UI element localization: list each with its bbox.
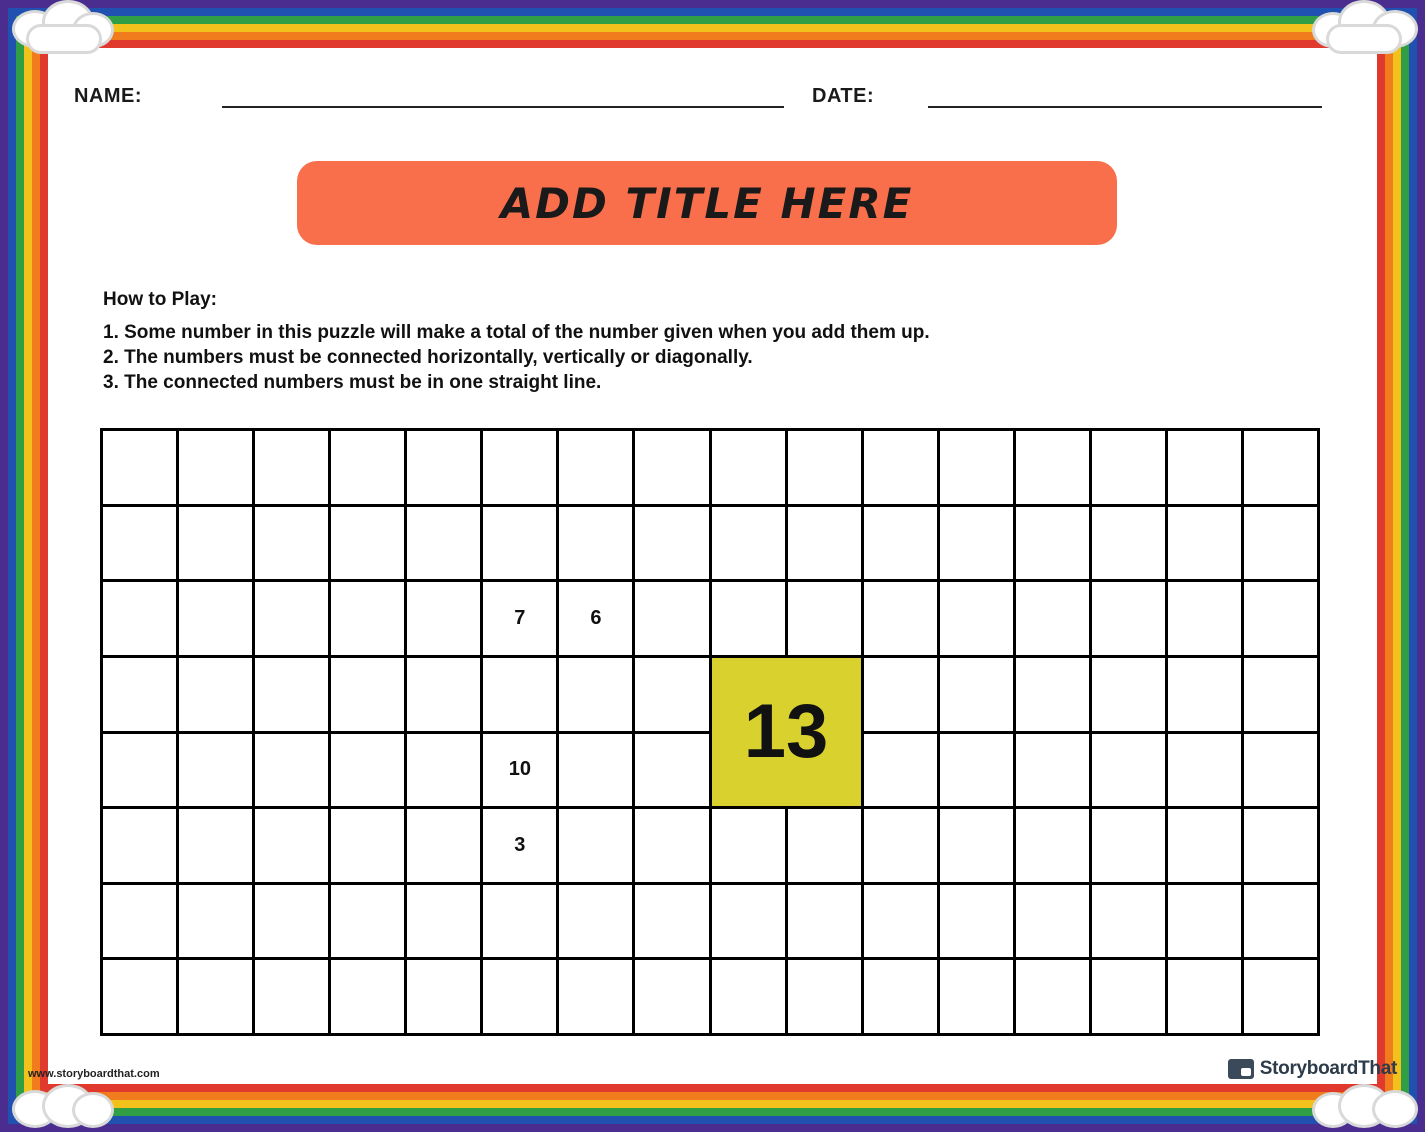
grid-cell-empty[interactable]: [635, 431, 711, 507]
name-field-row: [74, 85, 784, 108]
grid-cell-empty[interactable]: [179, 507, 255, 583]
grid-cell-empty[interactable]: [559, 809, 635, 885]
grid-cell-empty[interactable]: [635, 960, 711, 1036]
grid-cell-empty[interactable]: [940, 960, 1016, 1036]
grid-cell-empty[interactable]: [255, 507, 331, 583]
grid-cell-empty[interactable]: [255, 885, 331, 961]
grid-cell-empty[interactable]: [864, 507, 940, 583]
grid-cell-empty[interactable]: [483, 885, 559, 961]
grid-cell-empty[interactable]: [103, 809, 179, 885]
date-input-line[interactable]: [928, 86, 1322, 108]
grid-cell-empty[interactable]: [1168, 582, 1244, 658]
grid-cell-empty[interactable]: [788, 960, 864, 1036]
grid-cell-empty[interactable]: [103, 507, 179, 583]
grid-cell-empty[interactable]: [635, 582, 711, 658]
grid-cell-empty[interactable]: [331, 658, 407, 734]
grid-cell-empty[interactable]: [1092, 507, 1168, 583]
grid-cell-empty[interactable]: [103, 734, 179, 810]
grid-cell-empty[interactable]: [712, 809, 788, 885]
grid-cell-empty[interactable]: [559, 507, 635, 583]
grid-cell-empty[interactable]: [255, 431, 331, 507]
grid-cell-empty[interactable]: [1244, 960, 1320, 1036]
site-url: www.storyboardthat.com: [28, 1068, 160, 1080]
grid-cell-empty[interactable]: [407, 885, 483, 961]
logo-mark-icon: [1228, 1059, 1254, 1079]
grid-cell-empty[interactable]: [179, 809, 255, 885]
grid-cell-empty[interactable]: [255, 960, 331, 1036]
grid-cell-empty[interactable]: [179, 885, 255, 961]
grid-cell-empty[interactable]: [483, 960, 559, 1036]
name-input-line[interactable]: [222, 86, 784, 108]
grid-cell-empty[interactable]: [788, 431, 864, 507]
grid-cell-empty[interactable]: [635, 809, 711, 885]
grid-cell-empty[interactable]: [635, 658, 711, 734]
grid-cell-empty[interactable]: [864, 734, 940, 810]
grid-cell-empty[interactable]: [331, 809, 407, 885]
grid-cell-empty[interactable]: [1092, 734, 1168, 810]
grid-cell-empty[interactable]: [1016, 507, 1092, 583]
target-number-cell: 13: [712, 658, 864, 809]
grid-cell-empty[interactable]: [331, 734, 407, 810]
grid-cell-empty[interactable]: [635, 885, 711, 961]
grid-cell-empty[interactable]: [559, 658, 635, 734]
grid-cell-empty[interactable]: [179, 582, 255, 658]
grid-cell-empty[interactable]: [940, 885, 1016, 961]
grid-cell-empty[interactable]: [1092, 885, 1168, 961]
how-to-play-heading: How to Play:: [103, 289, 218, 310]
grid-cell-empty[interactable]: [331, 582, 407, 658]
rule-item: 1. Some number in this puzzle will make a total of the number given when you add them up.: [103, 322, 930, 343]
grid-cell-empty[interactable]: [712, 431, 788, 507]
grid-cell-empty[interactable]: [940, 809, 1016, 885]
grid-cell-empty[interactable]: [1016, 582, 1092, 658]
grid-cell-empty[interactable]: [103, 885, 179, 961]
grid-cell-empty[interactable]: [712, 960, 788, 1036]
grid-cell-empty[interactable]: [255, 582, 331, 658]
grid-cell-empty[interactable]: [255, 734, 331, 810]
grid-cell-empty[interactable]: [940, 582, 1016, 658]
grid-cell-empty[interactable]: [331, 507, 407, 583]
grid-cell-empty[interactable]: [864, 431, 940, 507]
grid-cell-empty[interactable]: [1168, 809, 1244, 885]
grid-cell-empty[interactable]: [1092, 809, 1168, 885]
grid-cell-empty[interactable]: [255, 658, 331, 734]
logo-text: StoryboardThat: [1259, 1058, 1397, 1079]
grid-cell-empty[interactable]: [559, 885, 635, 961]
grid-cell-empty[interactable]: [712, 885, 788, 961]
grid-cell-empty[interactable]: [635, 734, 711, 810]
grid-cell-empty[interactable]: [331, 885, 407, 961]
grid-cell-filled[interactable]: 7: [483, 582, 559, 658]
grid-cell-empty[interactable]: [559, 960, 635, 1036]
grid-cell-empty[interactable]: [179, 960, 255, 1036]
grid-cell-empty[interactable]: [331, 431, 407, 507]
title-banner[interactable]: [297, 161, 1117, 245]
grid-cell-empty[interactable]: [1244, 885, 1320, 961]
grid-cell-empty[interactable]: [864, 582, 940, 658]
grid-cell-empty[interactable]: [864, 809, 940, 885]
grid-cell-empty[interactable]: [559, 734, 635, 810]
grid-cell-empty[interactable]: [1168, 507, 1244, 583]
grid-cell-empty[interactable]: [103, 431, 179, 507]
grid-cell-empty[interactable]: [179, 431, 255, 507]
name-label: NAME:: [74, 85, 143, 107]
grid-cell-empty[interactable]: [1168, 658, 1244, 734]
grid-cell-empty[interactable]: [103, 960, 179, 1036]
grid-cell-empty[interactable]: [1244, 658, 1320, 734]
grid-cell-empty[interactable]: [407, 658, 483, 734]
rule-item: 2. The numbers must be connected horizontally, vertically or diagonally.: [103, 347, 753, 368]
grid-cell-empty[interactable]: [940, 431, 1016, 507]
grid-cell-empty[interactable]: [1016, 885, 1092, 961]
grid-cell-empty[interactable]: [179, 658, 255, 734]
grid-cell-empty[interactable]: [712, 582, 788, 658]
grid-cell-filled[interactable]: 3: [483, 809, 559, 885]
grid-cell-empty[interactable]: [1244, 582, 1320, 658]
grid-cell-empty[interactable]: [407, 582, 483, 658]
grid-cell-empty[interactable]: [864, 960, 940, 1036]
grid-cell-empty[interactable]: [103, 582, 179, 658]
grid-cell-empty[interactable]: [1168, 960, 1244, 1036]
grid-cell-empty[interactable]: [940, 734, 1016, 810]
grid-cell-empty[interactable]: [788, 507, 864, 583]
grid-cell-empty[interactable]: [1016, 809, 1092, 885]
grid-cell-empty[interactable]: [712, 507, 788, 583]
date-label: DATE:: [812, 85, 875, 107]
grid-cell-empty[interactable]: [1016, 658, 1092, 734]
grid-cell-empty[interactable]: [1168, 431, 1244, 507]
instructions-block: [103, 289, 1203, 395]
grid-cell-empty[interactable]: [635, 507, 711, 583]
grid-cell-empty[interactable]: [255, 809, 331, 885]
grid-cell-empty[interactable]: [179, 734, 255, 810]
grid-cell-empty[interactable]: [407, 734, 483, 810]
grid-cell-empty[interactable]: [1244, 507, 1320, 583]
grid-cell-empty[interactable]: [940, 658, 1016, 734]
grid-cell-empty[interactable]: [407, 431, 483, 507]
grid-cell-empty[interactable]: [940, 507, 1016, 583]
grid-cell-empty[interactable]: [1244, 431, 1320, 507]
rule-item: 3. The connected numbers must be in one straight line.: [103, 372, 602, 393]
grid-cell-empty[interactable]: [1244, 734, 1320, 810]
grid-cell-empty[interactable]: [1016, 431, 1092, 507]
grid-cell-empty[interactable]: [864, 658, 940, 734]
grid-cell-empty[interactable]: [1244, 809, 1320, 885]
grid-cell-empty[interactable]: [407, 960, 483, 1036]
grid-cell-empty[interactable]: [483, 431, 559, 507]
grid-cell-empty[interactable]: [1016, 960, 1092, 1036]
storyboardthat-logo: [1228, 1058, 1397, 1080]
grid-cell-empty[interactable]: [483, 658, 559, 734]
grid-cell-empty[interactable]: [103, 658, 179, 734]
grid-cell-empty[interactable]: [407, 507, 483, 583]
grid-cell-filled[interactable]: 10: [483, 734, 559, 810]
grid-cell-empty[interactable]: [1168, 885, 1244, 961]
grid-cell-empty[interactable]: [407, 809, 483, 885]
worksheet-title: ADD TITLE HERE: [500, 178, 914, 228]
grid-cell-empty[interactable]: [1016, 734, 1092, 810]
grid-cell-empty[interactable]: [1092, 582, 1168, 658]
grid-cell-empty[interactable]: [864, 885, 940, 961]
grid-cell-empty[interactable]: [559, 431, 635, 507]
grid-cell-empty[interactable]: [1168, 734, 1244, 810]
grid-cell-empty[interactable]: [788, 809, 864, 885]
grid-cell-empty[interactable]: [483, 507, 559, 583]
grid-cell-empty[interactable]: [788, 885, 864, 961]
grid-cell-empty[interactable]: [1092, 658, 1168, 734]
grid-cell-empty[interactable]: [1092, 431, 1168, 507]
date-field-row: [812, 85, 1322, 108]
grid-cell-filled[interactable]: 6: [559, 582, 635, 658]
grid-cell-empty[interactable]: [1092, 960, 1168, 1036]
grid-cell-empty[interactable]: [331, 960, 407, 1036]
puzzle-grid[interactable]: [100, 428, 1320, 1036]
grid-cell-empty[interactable]: [788, 582, 864, 658]
